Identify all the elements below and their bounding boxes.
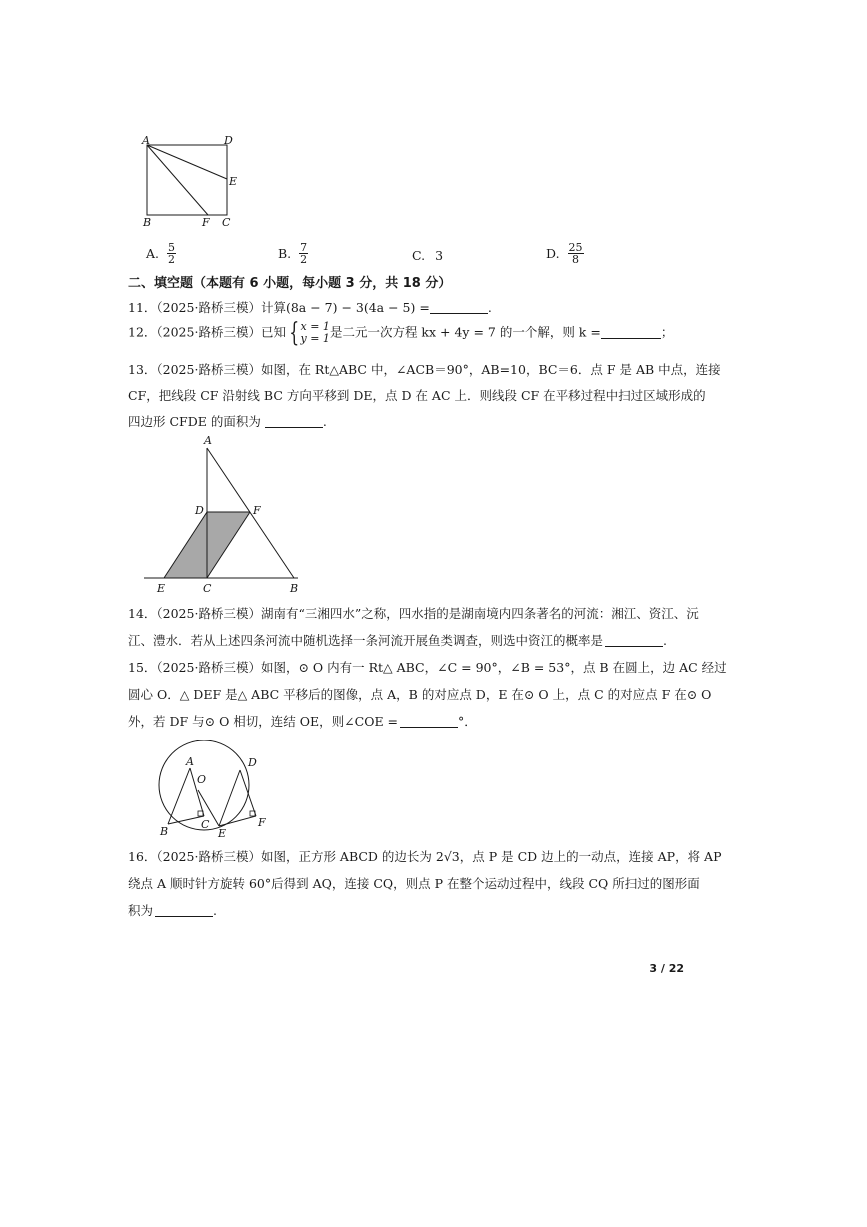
equation-system: { x = 1 y = 1 xyxy=(289,318,330,348)
option-c[interactable] xyxy=(412,248,443,263)
option-b[interactable] xyxy=(278,242,308,265)
q11-text: 11．（2025·路桥三模）计算(8a − 7) − 3(4a − 5) = xyxy=(128,300,430,315)
label-D: D xyxy=(248,756,257,769)
option-a-letter: A. xyxy=(146,246,160,261)
label-B: B xyxy=(160,825,169,838)
section-title: 二、填空题（本题有 6 小题，每小题 3 分，共 18 分） xyxy=(128,276,452,291)
question-14-line1: 14．（2025·路桥三模）湖南有“三湘四水”之称，四水指的是湖南境内四条著名的河流：湘江、资江、沅 xyxy=(128,606,699,621)
question-13-line1: 13．（2025·路桥三模）如图，在 Rt△ABC 中，∠ACB＝90°，AB=10，BC＝6．点 F 是 AB 中点，连接 xyxy=(128,362,721,377)
option-d-fraction: $\frac{25}{8}$ xyxy=(568,241,583,266)
option-d-letter: D. xyxy=(546,246,560,261)
label-F: F xyxy=(258,816,266,829)
option-a-fraction: $\frac{5}{2}$ xyxy=(168,241,175,266)
q11-answer-blank[interactable] xyxy=(430,301,488,314)
triangle-figure xyxy=(140,432,310,597)
option-b-fraction: $\frac{7}{2}$ xyxy=(300,241,308,266)
label-B: B xyxy=(143,216,152,229)
circle-figure xyxy=(140,740,280,840)
label-A: A xyxy=(142,134,150,147)
label-F: F xyxy=(202,216,210,229)
option-a[interactable] xyxy=(146,242,176,265)
square-figure xyxy=(136,133,246,233)
question-12: 12．（2025·路桥三模）已知 { x = 1 y = 1 是二元一次方程 kx + 4y = 7 的一个解，则 k = ； xyxy=(128,318,674,348)
label-E: E xyxy=(229,175,238,188)
question-11: 11．（2025·路桥三模）计算(8a − 7) − 3(4a − 5) = . xyxy=(128,300,492,315)
question-13-line2: CF，把线段 CF 沿射线 BC 方向平移到 DE，点 D 在 AC 上．则线段 CF 在平移过程中扫过区域形成的 xyxy=(128,388,706,403)
label-C: C xyxy=(201,818,210,831)
q16-answer-blank[interactable] xyxy=(155,904,213,917)
question-15-line3: 外，若 DF 与⊙ O 相切，连结 OE，则∠COE = °． xyxy=(128,714,477,729)
q13-answer-blank[interactable] xyxy=(265,415,323,428)
label-D: D xyxy=(224,134,233,147)
label-C: C xyxy=(222,216,231,229)
question-15-line1: 15．（2025·路桥三模）如图，⊙ O 内有一 Rt△ ABC，∠C = 90°，∠B = 53°，点 B 在圆上，边 AC 经过 xyxy=(128,660,727,675)
question-16-line1: 16．（2025·路桥三模）如图，正方形 ABCD 的边长为 2√3，点 P 是 CD 边上的一动点，连接 AP，将 AP xyxy=(128,849,722,864)
label-O: O xyxy=(197,773,207,786)
question-16-line3: 积为 . xyxy=(128,903,217,918)
label-A: A xyxy=(204,434,212,447)
question-16-line2: 绕点 A 顺时针方旋转 60°后得到 AQ，连接 CQ，则点 P 在整个运动过程中，线段 CQ 所扫过的图形面 xyxy=(128,876,700,891)
question-13-line3: 四边形 CFDE 的面积为 . xyxy=(128,414,327,429)
label-B: B xyxy=(290,582,299,595)
question-15-line2: 圆心 O．△ DEF 是△ ABC 平移后的图像，点 A，B 的对应点 D，E 在⊙ O 上，点 C 的对应点 F 在⊙ O xyxy=(128,687,712,702)
q12-answer-blank[interactable] xyxy=(601,326,661,339)
label-E: E xyxy=(218,827,227,840)
option-c-letter: C. xyxy=(412,248,426,263)
page-number: 3 / 22 xyxy=(649,962,684,975)
option-b-letter: B. xyxy=(278,246,292,261)
label-D: D xyxy=(195,504,204,517)
option-c-value: 3 xyxy=(435,248,444,263)
label-F: F xyxy=(253,504,261,517)
option-d[interactable] xyxy=(546,242,584,265)
label-A: A xyxy=(186,755,194,768)
question-14-line2: 江、澧水．若从上述四条河流中随机选择一条河流开展鱼类调查，则选中资江的概率是 . xyxy=(128,633,667,648)
label-C: C xyxy=(203,582,212,595)
q12-text: 12．（2025·路桥三模）已知 xyxy=(128,324,286,340)
label-E: E xyxy=(157,582,166,595)
q15-answer-blank[interactable] xyxy=(400,715,458,728)
q14-answer-blank[interactable] xyxy=(605,634,663,647)
